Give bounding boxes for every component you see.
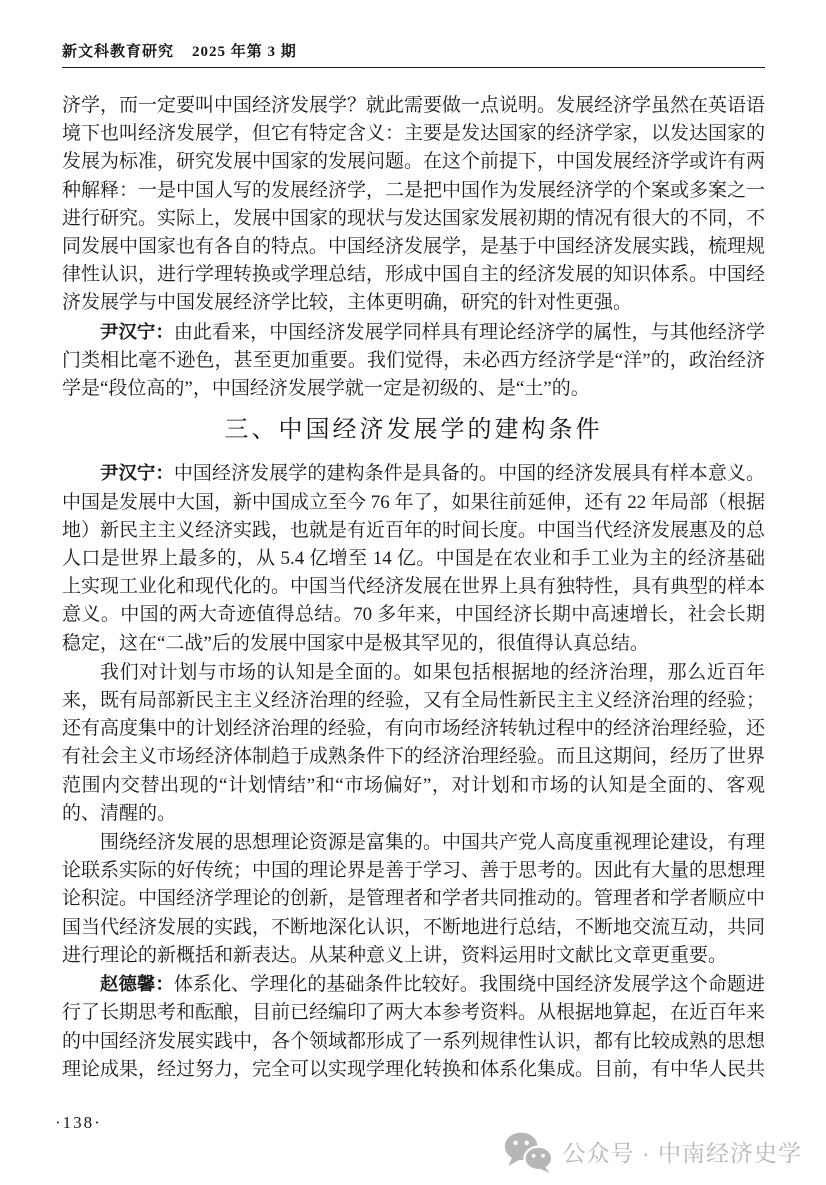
journal-name: 新文科教育研究 <box>62 44 175 60</box>
paragraph-text: 体系化、学理化的基础条件比较好。我围绕中国经济发展学这个命题进行了长期思考和酝酿，目前已经编印了两大本参考资料。从根据地算起，在近百年来的中国经济发展实践中，各个领域都形成了一系列规律性认识，都有比较成熟的思想理论成果，经过努力，完全可以实现学理化转换和体系化集成。目前，有中华人民共 <box>62 974 766 1080</box>
paragraph-text: 围绕经济发展的思想理论资源是富集的。中国共产党人高度重视理论建设，有理论联系实际的好传统；中国的理论界是善于学习、善于思考的。因此有大量的思想理论积淀。中国经济学理论的创新，是管理者和学者共同推动的。管理者和学者顺应中国当代经济发展的实践，不断地深化认识，不断地进行总结，不断地交流互动，共同进行理论的新概括和新表达。从某种意义上讲，资料运用时文献比文章更重要。 <box>62 832 766 966</box>
paragraph <box>62 658 765 828</box>
header-rule <box>62 67 765 68</box>
paragraph-text: 中国经济发展学的建构条件是具备的。中国的经济发展具有样本意义。中国是发展中大国，新中国成立至今 76 年了，如果往前延伸，还有 22 年局部（根据地）新民主主义经济实践，也就是有近百年的时间长度。中国当代经济发展惠及的总人口是世界上最多的，从 5.4 亿增至 14 亿。中国是在农业和手工业为主的经济基础上实现工业化和现代化的。中国当代经济发展在世界上具有独特性，具有典型的样本意义。中国的两大奇迹值得总结。70 多年来，中国经济长期中高速增长，社会长期稳定，这在“二战”后的发展中国家中是极其罕见的，很值得认真总结。 <box>62 463 766 654</box>
paragraph <box>62 828 765 970</box>
paragraph <box>62 91 765 318</box>
running-head <box>62 40 765 67</box>
paragraph-text: 我们对计划与市场的认知是全面的。如果包括根据地的经济治理，那么近百年来，既有局部新民主主义经济治理的经验，又有全局性新民主主义经济治理的经验；还有高度集中的计划经济治理的经验，有向市场经济转轨过程中的经济治理经验，还有社会主义市场经济体制趋于成熟条件下的经济治理经验。而且这期间，经历了世界范围内交替出现的“计划情结”和“市场偏好”，对计划和市场的认知是全面的、客观的、清醒的。 <box>62 661 766 824</box>
issue-info: 2025 年第 3 期 <box>192 44 297 60</box>
page-number: ·138· <box>55 1113 102 1132</box>
page-body <box>62 91 765 1084</box>
paragraph <box>62 318 765 404</box>
paragraph <box>62 459 765 657</box>
page-header <box>62 40 765 68</box>
speaker-name: 尹汉宁： <box>100 320 174 342</box>
paragraph-text: 济学，而一定要叫中国经济发展学？就此需要做一点说明。发展经济学虽然在英语语境下也叫经济发展学，但它有特定含义：主要是发达国家的经济学家，以发达国家的发展为标准，研究发展中国家的发展问题。在这个前提下，中国发展经济学或许有两种解释：一是中国人写的发展经济学，二是把中国作为发展经济学的个案或多案之一进行研究。实际上，发展中国家的现状与发达国家发展初期的情况有很大的不同，不同发展中国家也有各自的特点。中国经济发展学，是基于中国经济发展实践，梳理规律性认识，进行学理转换或学理总结，形成中国自主的经济发展的知识体系。中国经济发展学与中国发展经济学比较，主体更明确，研究的针对性更强。 <box>62 95 766 314</box>
wechat-icon <box>502 1130 554 1173</box>
paragraph <box>62 970 765 1084</box>
speaker-name: 尹汉宁： <box>100 462 174 484</box>
speaker-name: 赵德馨： <box>100 973 174 995</box>
paragraph-text: 由此看来，中国经济发展学同样具有理论经济学的属性，与其他经济学门类相比毫不逊色，甚至更加重要。我们觉得，未必西方经济学是“洋”的，政治经济学是“段位高的”，中国经济发展学就一定是初级的、是“土”的。 <box>62 321 765 400</box>
section-heading: 三、中国经济发展学的建构条件 <box>224 417 603 444</box>
watermark-text: 公众号 · 中南经济史学 <box>562 1140 802 1166</box>
watermark <box>502 1130 802 1173</box>
